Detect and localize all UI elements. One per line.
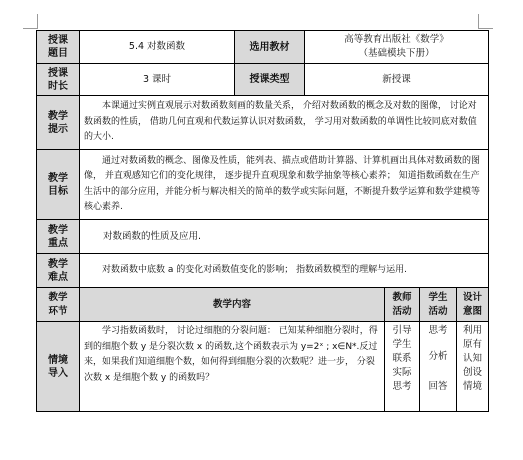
textbook-value: 高等教育出版社《数学》 （基础模块下册） (305, 31, 489, 64)
row-intro (37, 322, 489, 412)
lesson-type-value: 新授课 (305, 64, 489, 96)
row-key-points (37, 220, 489, 254)
step-header: 教学 环节 (37, 288, 80, 322)
lesson-type-label: 授课类型 (235, 64, 305, 96)
design-intent-header: 设计 意图 (457, 288, 489, 322)
student-activity-answer: 回答 (428, 381, 448, 392)
teacher-activity-header: 教师 活动 (385, 288, 420, 322)
topic-label: 授课 题目 (37, 31, 80, 64)
content-header: 教学内容 (80, 288, 385, 322)
intro-teacher-activity: 引导 学生 联系 实际 思考 (385, 322, 420, 412)
student-activity-analyze: 分析 (428, 351, 448, 362)
row-topic (37, 31, 489, 64)
student-activity-header: 学生 活动 (420, 288, 457, 322)
difficulties-text: 对数函数中底数 a 的变化对函数值变化的影响； 指数函数模型的理解与运用. (80, 254, 489, 288)
page-corner-mark-right (478, 14, 493, 29)
row-goals (37, 150, 489, 220)
topic-value: 5.4 对数函数 (80, 31, 235, 64)
row-process-header (37, 288, 489, 322)
textbook-label: 选用教材 (235, 31, 305, 64)
row-difficulties (37, 254, 489, 288)
intro-text: 学习指数函数时， 讨论过细胞的分裂问题： 已知某种细胞分裂时，得到的细胞个数 y 是分裂次数 x 的函数,这个函数表示为 y=2ˣ ; x∈N*.反过来，如果我们知道细胞个数，如何得到细胞分裂的次数呢？进一步， 分裂次数 x 是细胞个数 y 的函数吗？ (80, 322, 385, 412)
key-points-label: 教学 重点 (37, 220, 80, 254)
goals-text: 通过对数函数的概念、图像及性质，能列表、描点或借助计算器、计算机画出具体对数函数的图像， 并直观感知它们的变化规律， 逐步提升直观现象和数学抽象等核心素养； 知道指数函数在生产生活中的部分应用，并能分析与解决相关的简单的数学或实际问题，不断提升数学运算和数学建模等核心素养. (80, 150, 489, 220)
intro-design-intent: 利用 原有 认知 创设 情境 (457, 322, 489, 412)
student-activity-think: 思考 (428, 325, 448, 336)
page-corner-mark-left (23, 14, 38, 29)
lesson-plan-page (36, 30, 488, 412)
intro-student-activity (420, 322, 457, 412)
lesson-plan-table (36, 30, 489, 412)
row-duration (37, 64, 489, 96)
hints-text: 本课通过实例直观展示对数函数刻画的数量关系， 介绍对数函数的概念及对数的图像， 讨论对数函数的性质， 借助几何直观和代数运算认识对数函数， 学习用对数函数的单调性比较同底对数值的大小. (80, 96, 489, 150)
difficulties-label: 教学 难点 (37, 254, 80, 288)
key-points-text: 对数函数的性质及应用. (80, 220, 489, 254)
duration-label: 授课 时长 (37, 64, 80, 96)
goals-label: 教学 目标 (37, 150, 80, 220)
intro-label: 情境 导入 (37, 322, 80, 412)
duration-value: 3 课时 (80, 64, 235, 96)
hints-label: 教学 提示 (37, 96, 80, 150)
row-hints (37, 96, 489, 150)
